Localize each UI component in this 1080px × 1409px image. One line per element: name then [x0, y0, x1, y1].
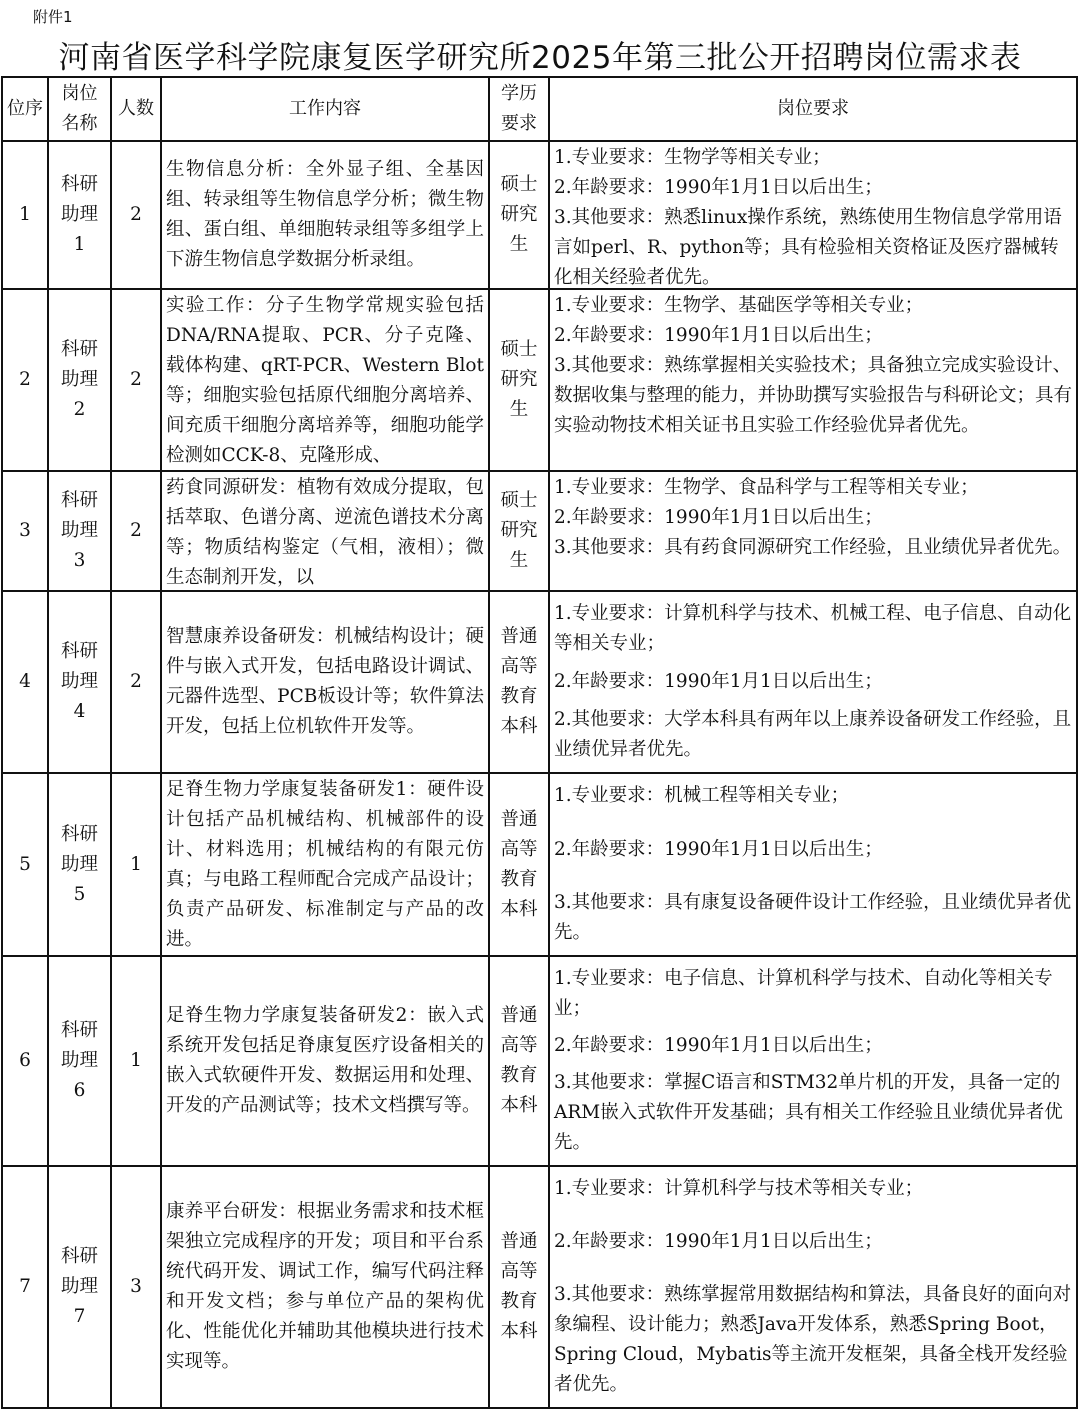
position-name: 科研助理5	[48, 773, 111, 956]
work-content: 智慧康养设备研发：机械结构设计；硬件与嵌入式开发，包括电路设计调试、元器件选型、PCB板设计等；软件算法开发，包括上位机软件开发等。	[161, 591, 489, 773]
work-content: 药食同源研发：植物有效成分提取，包括萃取、色谱分离、逆流色谱技术分离等；物质结构鉴定（气相，液相）；微生态制剂开发，以	[161, 471, 489, 591]
position-requirements	[549, 591, 1077, 773]
requirement-item: 1.专业要求：生物学、基础医学等相关专业；	[554, 295, 924, 316]
headcount: 2	[111, 591, 161, 773]
work-content: 足脊生物力学康复装备研发1：硬件设计包括产品机械结构、机械部件的设计、材料选用；机械结构的有限元仿真；与电路工程师配合完成产品设计；负责产品研发、标准制定与产品的改进。	[161, 773, 489, 956]
headcount: 3	[111, 1166, 161, 1408]
requirement-item: 1.专业要求：电子信息、计算机科学与技术、自动化等相关专业；	[554, 968, 1053, 1019]
headcount: 1	[111, 956, 161, 1166]
requirement-item: 2.年龄要求：1990年1月1日以后出生；	[554, 1035, 883, 1056]
requirement-item: 1.专业要求：生物学、食品科学与工程等相关专业；	[554, 477, 979, 498]
position-name: 科研助理3	[48, 471, 111, 591]
work-content: 生物信息分析：全外显子组、全基因组、转录组等生物信息学分析；微生物组、蛋白组、单细胞转录组等多组学上下游生物信息学数据分析录组。	[161, 141, 489, 289]
position-requirements	[549, 289, 1077, 471]
headcount: 2	[111, 471, 161, 591]
header-count: 人数	[111, 77, 161, 141]
position-requirements	[549, 471, 1077, 591]
position-name: 科研助理2	[48, 289, 111, 471]
requirement-item: 3.其他要求：熟练掌握常用数据结构和算法，具备良好的面向对象编程、设计能力；熟悉Java开发体系，熟悉Spring Boot，Spring Cloud，Mybatis等主流开发框架，具备全栈开发经验者优先。	[554, 1284, 1072, 1395]
requirement-item: 2.年龄要求：1990年1月1日以后出生；	[554, 1231, 883, 1252]
requirement-item: 2.年龄要求：1990年1月1日以后出生；	[554, 507, 883, 528]
headcount: 2	[111, 141, 161, 289]
header-education: 学历要求	[489, 77, 549, 141]
position-requirements	[549, 773, 1077, 956]
header-row	[2, 77, 1077, 141]
education-requirement: 普通高等教育本科	[489, 1166, 549, 1408]
row-no: 4	[2, 591, 48, 773]
work-content: 足脊生物力学康复装备研发2：嵌入式系统开发包括足脊康复医疗设备相关的嵌入式软硬件开发、数据运用和处理、开发的产品测试等；技术文档撰写等。	[161, 956, 489, 1166]
requirement-item: 1.专业要求：生物学等相关专业；	[554, 147, 831, 168]
headcount: 2	[111, 289, 161, 471]
requirement-item: 3.其他要求：掌握C语言和STM32单片机的开发，具备一定的ARM嵌入式软件开发基础；具有相关工作经验且业绩优异者优先。	[554, 1072, 1063, 1153]
education-requirement: 硕士研究生	[489, 471, 549, 591]
table-row	[2, 471, 1077, 591]
position-name: 科研助理7	[48, 1166, 111, 1408]
recruitment-table	[1, 76, 1078, 1409]
education-requirement: 普通高等教育本科	[489, 591, 549, 773]
table-row	[2, 141, 1077, 289]
header-requirements: 岗位要求	[549, 77, 1077, 141]
row-no: 2	[2, 289, 48, 471]
position-name: 科研助理1	[48, 141, 111, 289]
education-requirement: 普通高等教育本科	[489, 956, 549, 1166]
requirement-item: 3.其他要求：熟练掌握相关实验技术；具备独立完成实验设计、数据收集与整理的能力，并协助撰写实验报告与科研论文；具有实验动物技术相关证书且实验工作经验优异者优先。	[554, 355, 1073, 436]
work-content: 康养平台研发：根据业务需求和技术框架独立完成程序的开发；项目和平台系统代码开发、调试工作，编写代码注释和开发文档；参与单位产品的架构优化、性能优化并辅助其他模块进行技术实现等。	[161, 1166, 489, 1408]
education-requirement: 硕士研究生	[489, 289, 549, 471]
work-content: 实验工作：分子生物学常规实验包括DNA/RNA提取、PCR、分子克隆、载体构建、qRT-PCR、Western Blot等；细胞实验包括原代细胞分离培养、间充质干细胞分离培养等，细胞功能学检测如CCK-8、克隆形成、	[161, 289, 489, 471]
requirement-item: 1.专业要求：机械工程等相关专业；	[554, 785, 850, 806]
requirement-item: 1.专业要求：计算机科学与技术等相关专业；	[554, 1178, 924, 1199]
header-no: 位序	[2, 77, 48, 141]
position-name: 科研助理4	[48, 591, 111, 773]
requirement-item: 3.其他要求：具有康复设备硬件设计工作经验，且业绩优异者优先。	[554, 892, 1072, 943]
requirement-item: 1.专业要求：计算机科学与技术、机械工程、电子信息、自动化等相关专业；	[554, 603, 1072, 654]
table-row	[2, 1166, 1077, 1408]
table-row	[2, 773, 1077, 956]
requirement-item: 2.年龄要求：1990年1月1日以后出生；	[554, 325, 883, 346]
header-work: 工作内容	[161, 77, 489, 141]
requirement-item: 2.年龄要求：1990年1月1日以后出生；	[554, 838, 883, 860]
requirement-item: 2.年龄要求：1990年1月1日以后出生；	[554, 671, 883, 692]
row-no: 7	[2, 1166, 48, 1408]
requirement-item: 2.年龄要求：1990年1月1日以后出生；	[554, 177, 883, 198]
document-title: 河南省医学科学院康复医学研究所2025年第三批公开招聘岗位需求表	[58, 40, 1022, 76]
table-row	[2, 591, 1077, 773]
position-requirements	[549, 141, 1077, 289]
table-row	[2, 289, 1077, 471]
table-row	[2, 956, 1077, 1166]
education-requirement: 普通高等教育本科	[489, 773, 549, 956]
row-no: 5	[2, 773, 48, 956]
requirement-item: 3.其他要求：具有药食同源研究工作经验，且业绩优异者优先。	[554, 537, 1072, 558]
position-name: 科研助理6	[48, 956, 111, 1166]
position-requirements	[549, 1166, 1077, 1408]
headcount: 1	[111, 773, 161, 956]
row-no: 3	[2, 471, 48, 591]
position-requirements	[549, 956, 1077, 1166]
education-requirement: 硕士研究生	[489, 141, 549, 289]
row-no: 1	[2, 141, 48, 289]
header-position: 岗位名称	[48, 77, 111, 141]
requirement-item: 3.其他要求：熟悉linux操作系统，熟练使用生物信息学常用语言如perl、R、python等；具有检验相关资格证及医疗器械转化相关经验者优先。	[554, 207, 1062, 288]
attachment-label: 附件1	[33, 8, 73, 26]
row-no: 6	[2, 956, 48, 1166]
requirement-item: 2.其他要求：大学本科具有两年以上康养设备研发工作经验，且业绩优异者优先。	[554, 709, 1072, 760]
